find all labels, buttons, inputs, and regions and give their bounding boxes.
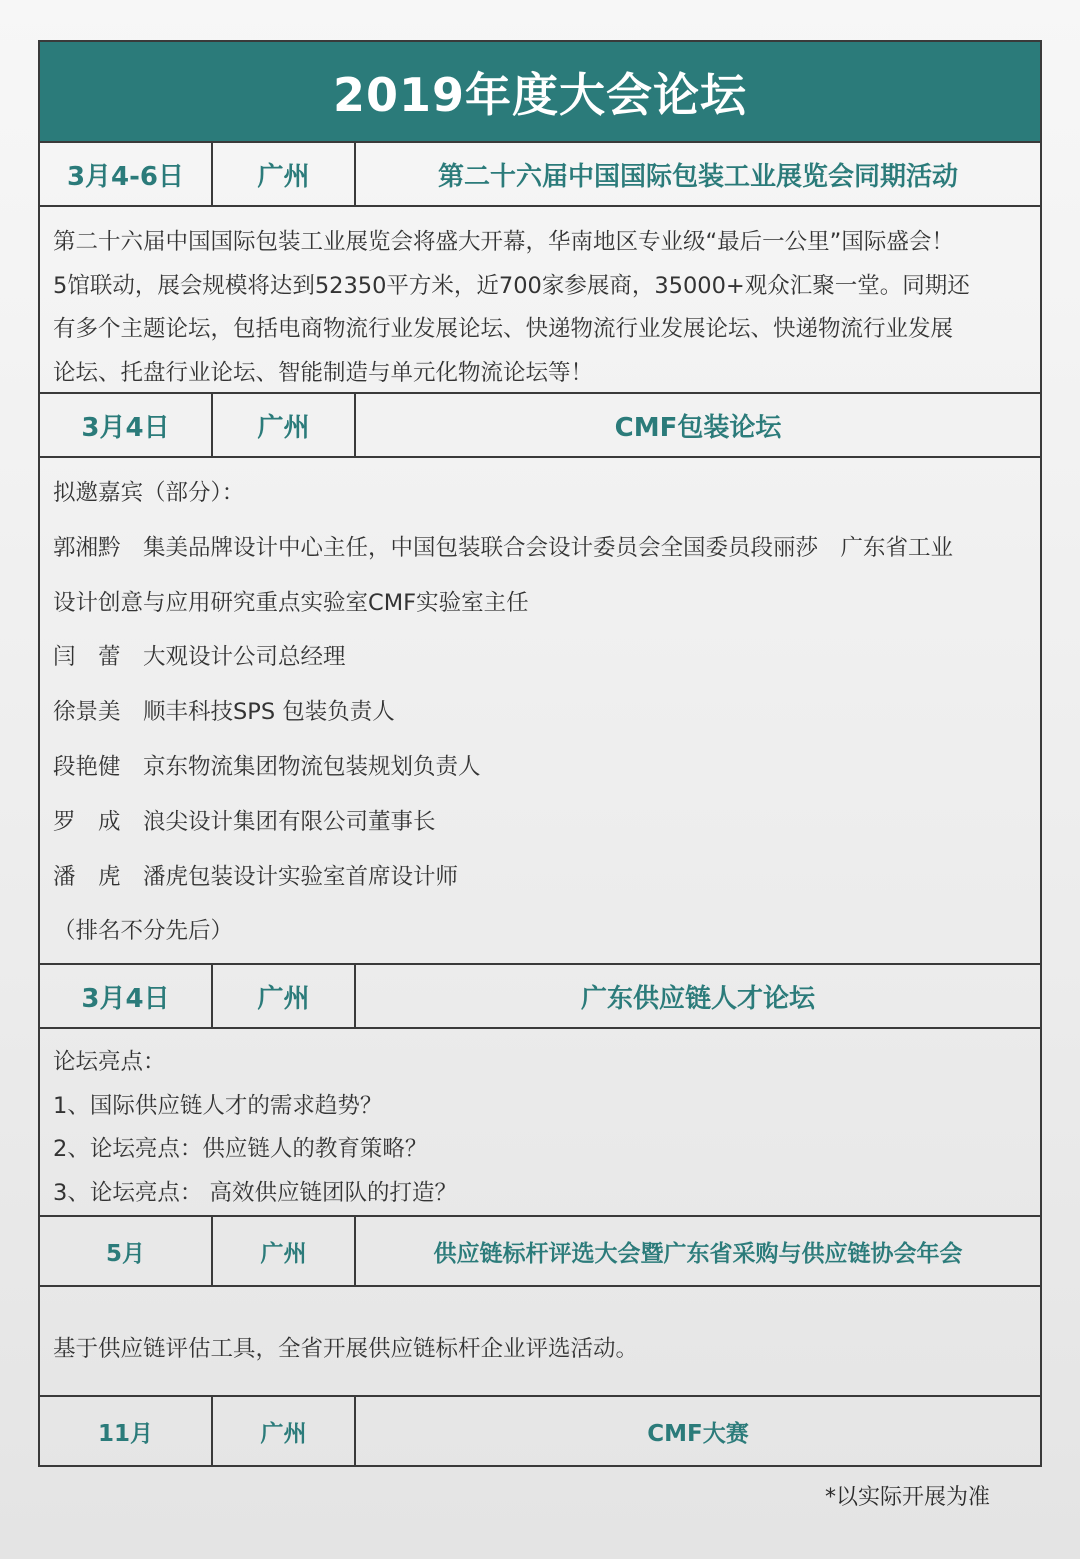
guest-list-note: （排名不分先后） [53,918,234,945]
event-date: 11月 [40,1397,213,1465]
event-city: 广州 [213,143,356,205]
event-date: 3月4日 [40,394,213,456]
forum-highlights [40,1029,1040,1217]
guest-line: 设计创意与应用研究重点实验室CMF实验室主任 [53,589,529,616]
guest-line: 徐景美 顺丰科技SPS 包装负责人 [53,699,395,726]
event-header-row [40,965,1040,1029]
event-header-row [40,1397,1040,1465]
guest-line: 段艳健 京东物流集团物流包装规划负责人 [53,753,481,780]
event-city: 广州 [213,394,356,456]
description-line: 第二十六届中国国际包装工业展览会将盛大开幕，华南地区专业级“最后一公里”国际盛会！ [53,229,954,255]
guest-list-heading: 拟邀嘉宾（部分）： [53,480,245,506]
event-date: 3月4-6日 [40,143,213,205]
guest-line: 闫 蕾 大观设计公司总经理 [53,644,346,671]
event-name: 第二十六届中国国际包装工业展览会同期活动 [437,161,958,192]
event-name: 广东供应链人才论坛 [580,983,815,1014]
event-description [40,1287,1040,1397]
highlight-item: 2、论坛亮点：供应链人的教育策略？ [53,1136,428,1162]
event-header-row [40,394,1040,458]
event-city: 广州 [213,1217,356,1285]
event-name: 供应链标杆评选大会暨广东省采购与供应链协会年会 [433,1240,963,1267]
guest-line: 郭湘黔 集美品牌设计中心主任，中国包装联合会设计委员会全国委员段丽莎 广东省工业 [53,534,954,561]
highlights-heading: 论坛亮点： [53,1049,166,1075]
guest-line: 罗 成 浪尖设计集团有限公司董事长 [53,808,436,835]
footnote: *以实际开展为准 [824,1485,990,1510]
guest-line: 潘 虎 潘虎包装设计实验室首席设计师 [53,863,459,890]
description-line: 基于供应链评估工具，全省开展供应链标杆企业评选活动。 [53,1336,639,1362]
event-description [40,207,1040,394]
highlight-item: 1、国际供应链人才的需求趋势？ [53,1092,383,1119]
description-line: 5馆联动，展会规模将达到52350平方米，近700家参展商，35000+观众汇聚一堂。同期还 [53,272,970,299]
event-city: 广州 [213,1397,356,1465]
event-city: 广州 [213,965,356,1027]
event-name: CMF包装论坛 [614,412,782,443]
event-date: 5月 [40,1217,213,1285]
table-title: 2019年度大会论坛 [40,42,1040,143]
forum-schedule-table [38,40,1042,1467]
guest-list [40,458,1040,965]
highlight-item: 3、论坛亮点： 高效供应链团队的打造？ [53,1179,457,1206]
description-line: 论坛、托盘行业论坛、智能制造与单元化物流论坛等！ [53,359,594,386]
event-header-row [40,1217,1040,1287]
event-header-row [40,143,1040,207]
description-line: 有多个主题论坛，包括电商物流行业发展论坛、快递物流行业发展论坛、快递物流行业发展 [53,316,954,342]
event-date: 3月4日 [40,965,213,1027]
event-name: CMF大赛 [647,1420,749,1447]
